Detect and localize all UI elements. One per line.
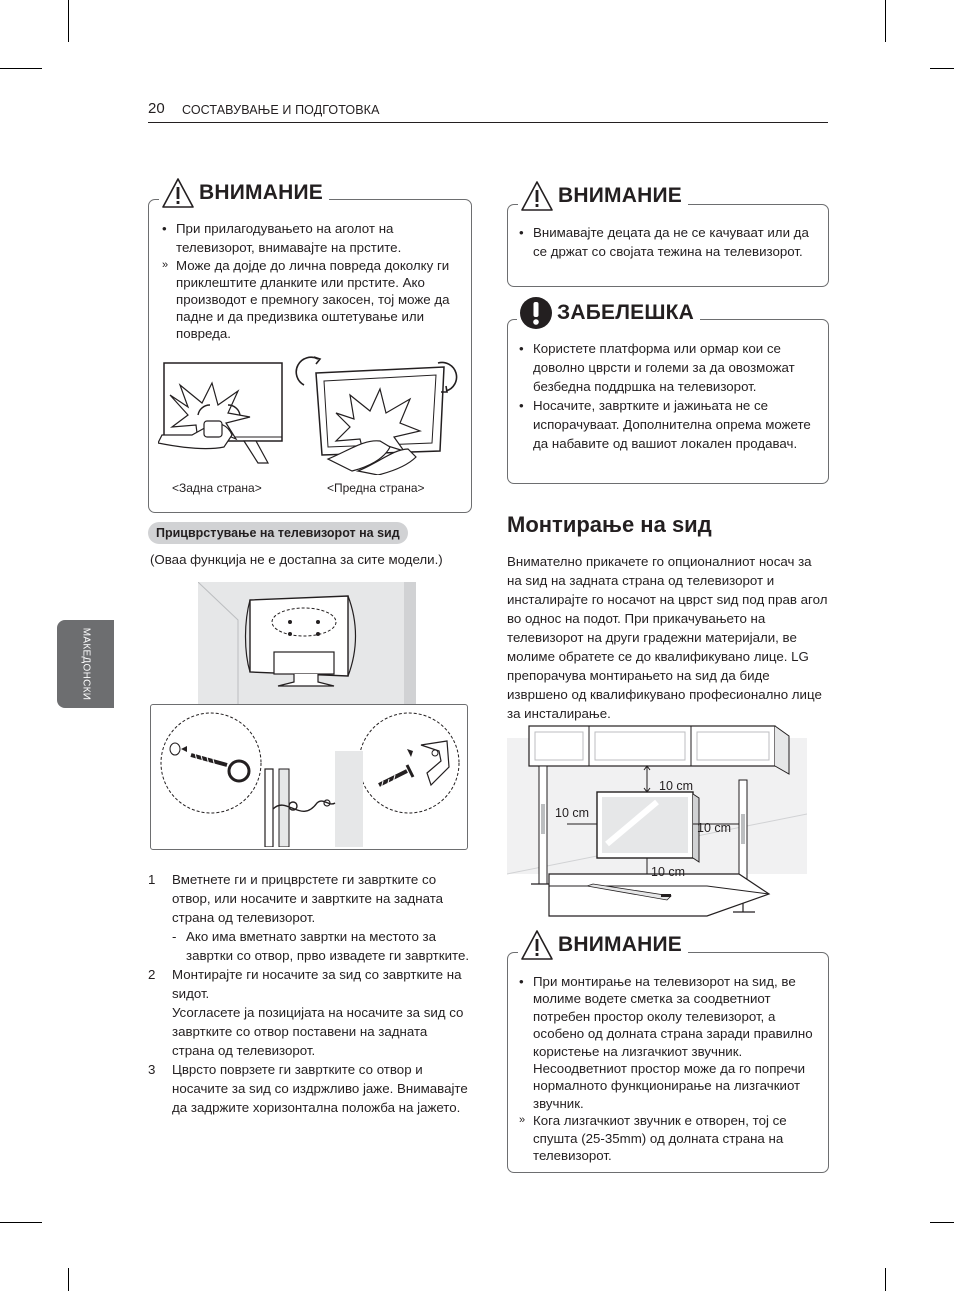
dash-marker: -	[172, 929, 177, 944]
list-item	[162, 219, 462, 257]
clearance-left-label: 10 cm	[555, 806, 590, 820]
step-1	[148, 870, 470, 965]
clearance-bottom-label: 10 cm	[651, 865, 686, 879]
exclamation-circle-icon	[519, 296, 553, 330]
list-item	[519, 339, 819, 396]
step-text: Вметнете ги и прицврстете ги завртките со отвор, или носачите и завртките на задната страна од телевизорот.	[172, 872, 444, 925]
list-item-text: Користете платформа или ормар кои се доволно цврсти и големи за да овозможат безбедна поддршка на телевизорот.	[533, 341, 795, 394]
language-tab-label: МАКЕДОНСКИ	[80, 627, 91, 701]
availability-note: (Оваа функција не е достапна за сите модели.)	[150, 552, 443, 567]
note-list	[519, 339, 819, 453]
step-subitem-text: Ако има вметнато завртки на местото за завртки со отвор, прво извадете ги завртките.	[186, 929, 470, 963]
page-header	[148, 100, 828, 123]
tilt-tv-illustration	[158, 355, 463, 475]
crop-mark	[930, 1222, 954, 1223]
list-item	[162, 257, 462, 342]
list-item	[519, 973, 819, 1112]
note-title-text: ЗАБЕЛЕШКА	[557, 301, 695, 324]
caution-list-tilt	[162, 219, 462, 342]
crop-mark	[0, 1222, 42, 1223]
caption-back-side: <Задна страна>	[172, 481, 262, 495]
step-number: 1	[148, 872, 156, 887]
language-tab	[57, 620, 114, 708]
step-3	[148, 1060, 470, 1117]
list-item-text: При монтирање на телевизорот на ѕид, ве молиме водете сметка за соодветниот потребен простор околу телевизорот, а особено од долната страна заради правилно користење на лизгачкиот звучник. Несоодветниот простор може да го попречи нормалното функционирање на лизгачкиот звучник.	[533, 974, 813, 1111]
warning-icon	[161, 177, 195, 209]
bullet-marker: •	[162, 221, 167, 236]
step-text: Цврсто поврзете ги завртките со отвор и носачите за ѕид со издржливо јаже. Внимавајте да задржите хоризонтална положба на јажето.	[172, 1062, 468, 1115]
bullet-marker: •	[519, 974, 524, 989]
section-pill-heading: Прицврстување на телевизорот на ѕид	[148, 522, 408, 544]
clearance-right-label: 10 cm	[697, 821, 732, 835]
note-title	[517, 296, 700, 330]
crop-mark	[68, 0, 69, 42]
bullet-marker: •	[519, 398, 524, 413]
clearance-diagram	[507, 724, 807, 924]
bullet-marker: •	[519, 341, 524, 356]
page-number: 20	[148, 100, 165, 117]
caution-list-speaker	[519, 973, 819, 1164]
step-number: 2	[148, 967, 156, 982]
step-text: Монтирајте ги носачите за ѕид со завртките на ѕидот.	[172, 967, 462, 1001]
mounting-steps	[148, 870, 470, 1117]
warning-icon	[520, 929, 554, 961]
list-item-text: Носачите, завртките и јажињата не се испорачуваат. Дополнителна опрема можете да набавите од вашиот локален продавач.	[533, 398, 811, 451]
warning-icon	[520, 180, 554, 212]
caution-title-children	[518, 180, 688, 212]
step-extra-text: Усогласете ја позицијата на носачите за ѕид со завртките со отвор поставени на задната страна од телевизорот.	[172, 1005, 464, 1058]
list-item-text: Може да дојде до лична повреда доколку ги приклештите дланките или прстите. Ако производот е премногу закосен, тој може да падне и да предизвика оштетување или повреда.	[176, 258, 450, 341]
clearance-top-label: 10 cm	[659, 779, 694, 793]
caution-list-children	[519, 223, 819, 261]
bullet-marker: »	[162, 259, 169, 271]
section-heading-wall-mount: Монтирање на ѕид	[507, 512, 712, 537]
crop-mark	[885, 0, 886, 42]
caution-title-text: ВНИМАНИЕ	[558, 184, 682, 207]
crop-mark	[68, 1268, 69, 1291]
caution-title-speaker	[518, 929, 688, 961]
section-title: СОСТАВУВАЊЕ И ПОДГОТОВКА	[182, 103, 380, 117]
list-item-text: Внимавајте децата да не се качуваат или да се држат со својата тежина на телевизорот.	[533, 225, 809, 259]
list-item-text: При прилагодувањето на аголот на телевизорот, внимавајте на прстите.	[176, 221, 402, 255]
step-number: 3	[148, 1062, 156, 1077]
bullet-marker: •	[519, 225, 524, 240]
caution-title-text: ВНИМАНИЕ	[558, 933, 682, 956]
bullet-marker: »	[519, 1114, 526, 1127]
screw-bracket-illustration	[151, 705, 465, 847]
tv-rear-wall-illustration	[198, 582, 416, 704]
step-subitem	[172, 927, 470, 965]
wall-mount-paragraph: Внимателно прикачете го опционалниот носач за на ѕид на задната страна од телевизорот и инсталирајте го носачот на цврст ѕид под прав агол во однос на подот. При прикачувањето на телевизорот на други градежни материјали, ве молиме обратете се до квалификувано лице. LG препорачува монтирањето на ѕид да биде извршено од квалификувано професионално лице за инсталирање.	[507, 554, 828, 721]
list-item	[519, 1112, 819, 1164]
step-2	[148, 965, 470, 1060]
list-item	[519, 223, 819, 261]
caution-title-tilt	[159, 177, 329, 209]
crop-mark	[885, 1268, 886, 1291]
caption-front-side: <Предна страна>	[327, 481, 425, 495]
crop-mark	[0, 68, 42, 69]
list-item	[519, 396, 819, 453]
list-item-text: Кога лизгачкиот звучник е отворен, тој се спушта (25-35mm) од долната страна на телевизорот.	[533, 1113, 787, 1164]
caution-title-text: ВНИМАНИЕ	[199, 181, 323, 204]
crop-mark	[930, 68, 954, 69]
